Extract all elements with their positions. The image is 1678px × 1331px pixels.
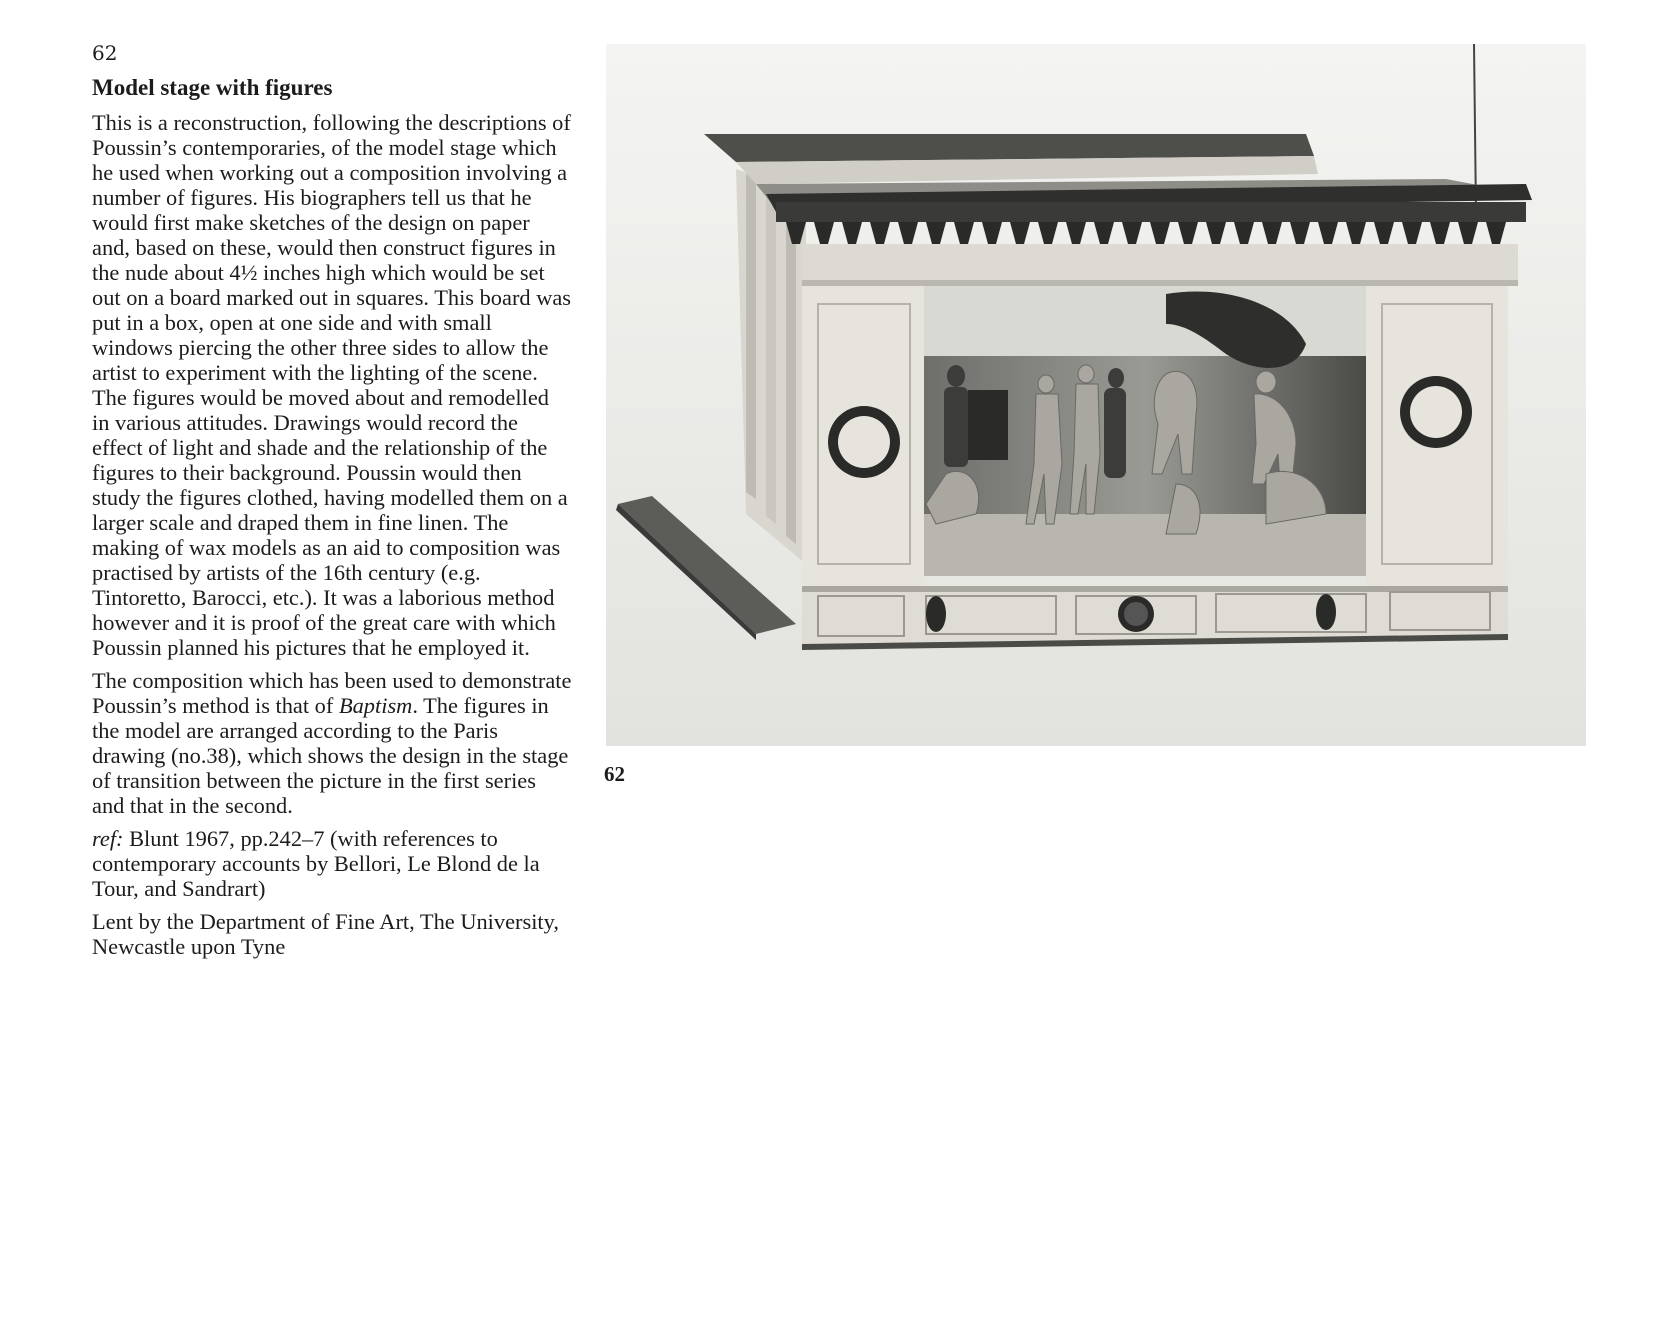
catalogue-number: 62 <box>92 41 118 65</box>
composition-title: Baptism <box>338 693 413 718</box>
text-column <box>92 40 572 967</box>
reference-text: Blunt 1967, pp.242–7 (with references to contemporary accounts by Bellori, Le Blond de la Tour, and Sandrart) <box>92 826 540 901</box>
model-stage-illustration <box>606 44 1586 746</box>
description-paragraph: This is a reconstruction, following the descriptions of Poussin’s contemporaries, of the model stage which he used when working out a composition involving a number of figures. His biographers tell us that he would first make sketches of the design on paper and, based on these, would then construct figures in the nude about 4½ inches high which would be set out on a board marked out in squares. This board was put in a box, open at one side and with small windows piercing the other three sides to allow the artist to experiment with the lighting of the scene. The figures would be moved about and remodelled in various attitudes. Drawings would record the effect of light and shade and the relationship of the figures to their background. Poussin would then study the figures clothed, having modelled them on a larger scale and draped them in fine linen. The making of wax models as an aid to composition was practised by artists of the 16th century (e.g. Tintoretto, Barocci, etc.). It was a laborious method however and it is proof of the great care with which Poussin planned his pictures that he employed it. <box>92 110 572 660</box>
reference-label: ref: <box>92 826 124 851</box>
lender-credit: Lent by the Department of Fine Art, The University, Newcastle upon Tyne <box>92 909 559 959</box>
plate-number: 62 <box>604 762 625 786</box>
entry-title: Model stage with figures <box>92 75 333 100</box>
model-stage-photo <box>606 44 1586 746</box>
composition-text-start: The composition which has been used to demonstrate Poussin’s method is that of <box>92 668 572 718</box>
reference-paragraph <box>92 826 572 901</box>
composition-paragraph <box>92 668 572 818</box>
composition-text-end: . The figures in the model are arranged according to the Paris drawing (no.38), which shows the design in the stage of transition between the picture in the first series and that in the second. <box>92 693 569 818</box>
